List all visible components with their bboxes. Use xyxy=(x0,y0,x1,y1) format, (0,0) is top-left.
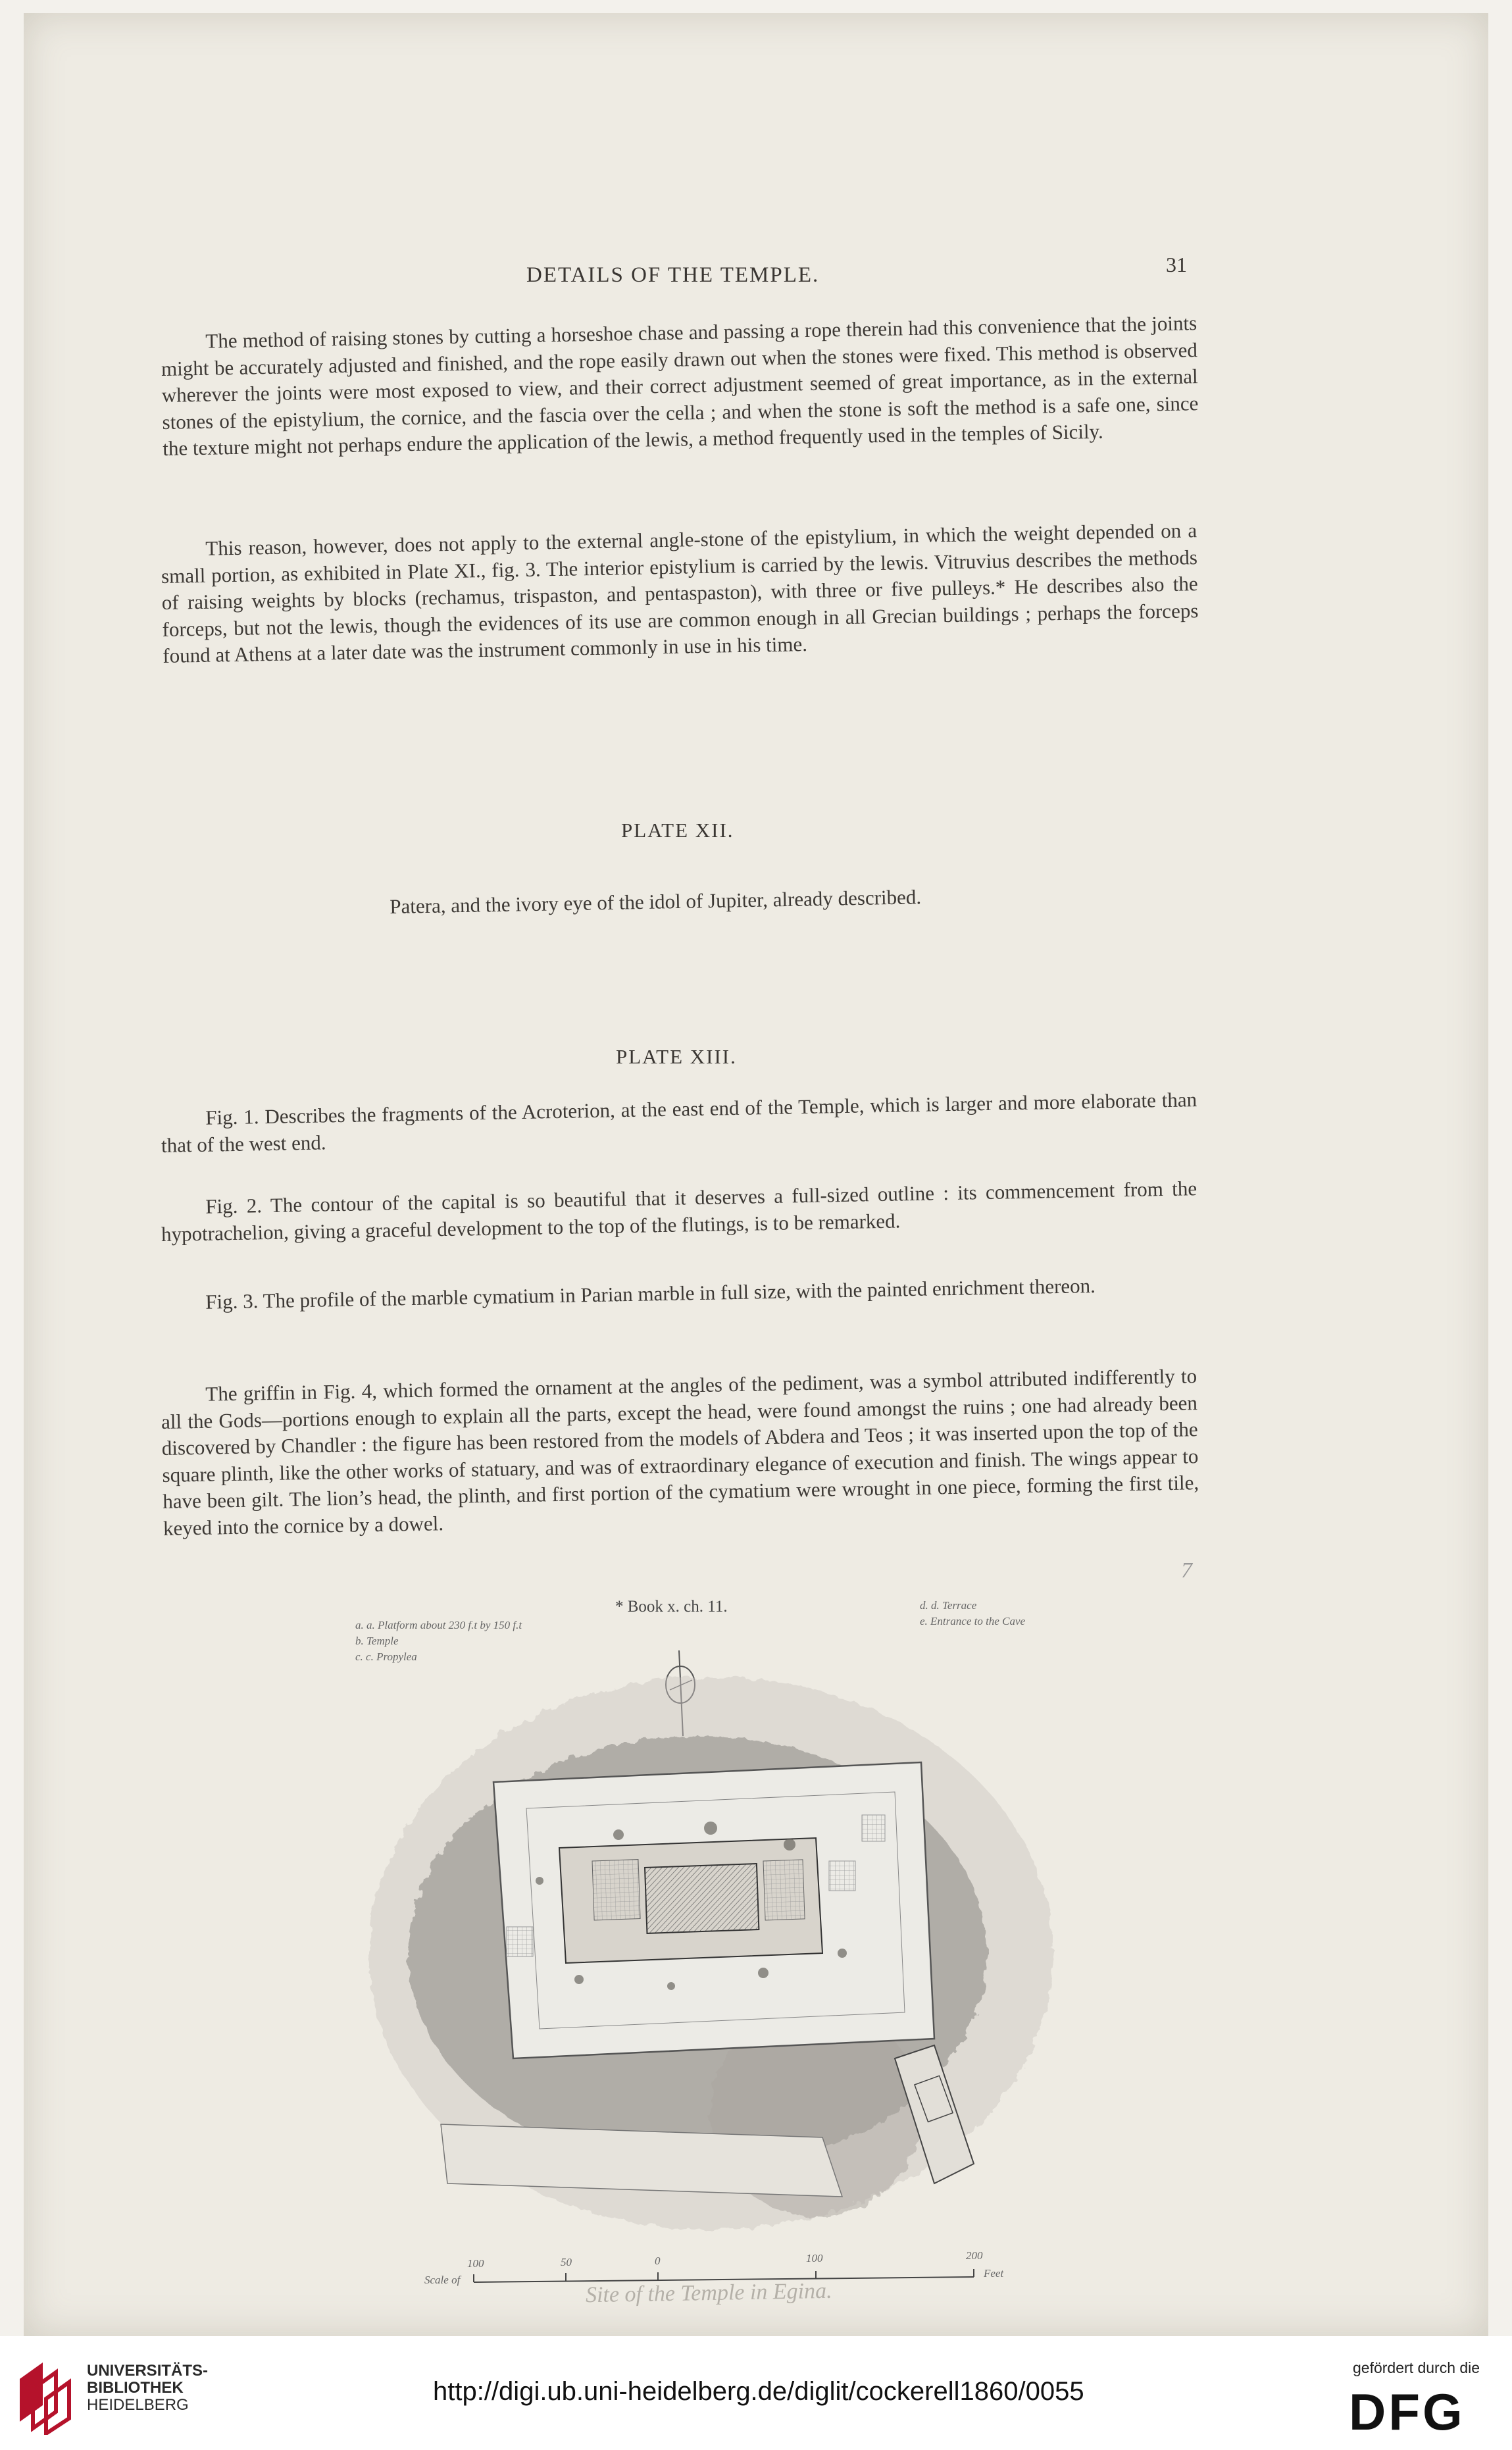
pavement-grid xyxy=(862,1815,885,1841)
scale-tick: 200 xyxy=(966,2249,983,2262)
griffin-paragraph xyxy=(161,1363,1199,1542)
university-logo-icon xyxy=(13,2356,79,2435)
funding-label: gefördert durch die xyxy=(1353,2359,1480,2376)
plate-12-title: PLATE XII. xyxy=(621,819,734,842)
footer-bar xyxy=(0,2336,1512,2450)
scale-tick: 0 xyxy=(655,2255,661,2267)
dfg-logo: DFG xyxy=(1349,2383,1465,2441)
legend-item: d. d. Terrace xyxy=(920,1599,977,1612)
university-name xyxy=(87,2362,208,2414)
paragraph-text: The griffin in Fig. 4, which formed the ornament at the angles of the pediment, was a symbol attributed indifferently to all the Gods—portions enough to explain all the parts, except the head, were found amongst the ruins ; one had already been discovered by Chandler : the figure has been restored from the models of Abdera and Teos ; it was inserted upon the top of the square plinth, like the other works of statuary, and was of extraordinary elegance of execution and finish. The wings appear to have been gilt. The lion’s head, the plinth, and first portion of the cymatium were wrought in one piece, forming the first tile, keyed into the cornice by a dowel. xyxy=(161,1364,1199,1540)
plan-caption: Site of the Temple in Egina. xyxy=(585,2278,832,2308)
page-number: 31 xyxy=(1166,253,1187,276)
paragraph-text: Fig. 2. The contour of the capital is so beautiful that it deserves a full-sized outline : its commencement from the hypotrachelion, giving a graceful development to the top of the flutings, is to be remarked. xyxy=(161,1177,1197,1246)
legend-item: e. Entrance to the Cave xyxy=(920,1615,1026,1627)
scale-tick: 100 xyxy=(467,2257,484,2270)
temple-cella xyxy=(645,1864,759,1933)
uni-line: UNIVERSITÄTS- xyxy=(87,2362,209,2380)
paragraph-text: Fig. 3. The profile of the marble cymatium in Parian marble in full size, with the painted enrichment thereon. xyxy=(205,1273,1096,1314)
running-header: DETAILS OF THE TEMPLE. xyxy=(526,263,820,287)
temple-stylobate-grid xyxy=(763,1860,805,1920)
scale-tick: 100 xyxy=(806,2252,823,2264)
pavement-grid xyxy=(829,1861,855,1891)
paragraph-text: This reason, however, does not apply to the external angle-stone of the epistylium, in which the weight depended on a small portion, as exhibited in Plate XI., fig. 3. The interior epistylium is carried by the lewis. Vitruvius describes the methods of raising weights by blocks (rechamus, trispaston, and pentaspaston), with three or five pulleys.* He describes also the forceps, but not the lewis, though the evidences of its use are common enough in all Grecian buildings ; perhaps the forceps found at Athens at a later date was the instrument commonly in use in his time. xyxy=(161,519,1199,667)
scale-tick: 50 xyxy=(561,2256,572,2268)
plan-drawing xyxy=(342,1585,1105,2315)
legend-item: c. c. Propylea xyxy=(355,1650,417,1663)
paragraph-text: The method of raising stones by cutting a horseshoe chase and passing a rope therein had this convenience that the joints might be accurately adjusted and finished, and the rope easily drawn out when the stones were fixed. This method is observed wherever the joints were most exposed to view, and their correct adjustment seemed of great importance, as in the external stones of the epistylium, the cornice, and the fascia over the cella ; and when the stone is soft the method is a safe one, since the texture might not perhaps endure the application of the lewis, a method frequently used in the temples of Sicily. xyxy=(161,311,1199,460)
pavement-grid xyxy=(507,1927,533,1956)
uni-line: HEIDELBERG xyxy=(87,2396,189,2414)
legend-item: a. a. Platform about 230 f.t by 150 f.t xyxy=(355,1619,522,1631)
margin-mark: 7 xyxy=(1181,1558,1192,1583)
uni-line: BIBLIOTHEK xyxy=(87,2379,184,2397)
footnote: * Book x. ch. 11. xyxy=(615,1598,728,1616)
paragraph-lewis-method xyxy=(161,310,1199,462)
plate-12-text: Patera, and the ivory eye of the idol of Jupiter, already described. xyxy=(390,885,922,918)
permalink-url[interactable]: http://digi.ub.uni-heidelberg.de/diglit/cockerell1860/0055 xyxy=(433,2377,1084,2406)
scale-label: Scale of xyxy=(424,2274,461,2286)
paragraph-epistylium xyxy=(161,517,1199,669)
legend-item: b. Temple xyxy=(355,1635,399,1647)
temple-stylobate-grid xyxy=(592,1860,640,1920)
paragraph-text: Fig. 1. Describes the fragments of the Acroterion, at the east end of the Temple, which is larger and more elaborate than that of the west end. xyxy=(161,1088,1197,1157)
plate-13-title: PLATE XIII. xyxy=(616,1045,737,1068)
scale-unit: Feet xyxy=(984,2267,1004,2280)
site-plan-illustration xyxy=(342,1585,1105,2315)
